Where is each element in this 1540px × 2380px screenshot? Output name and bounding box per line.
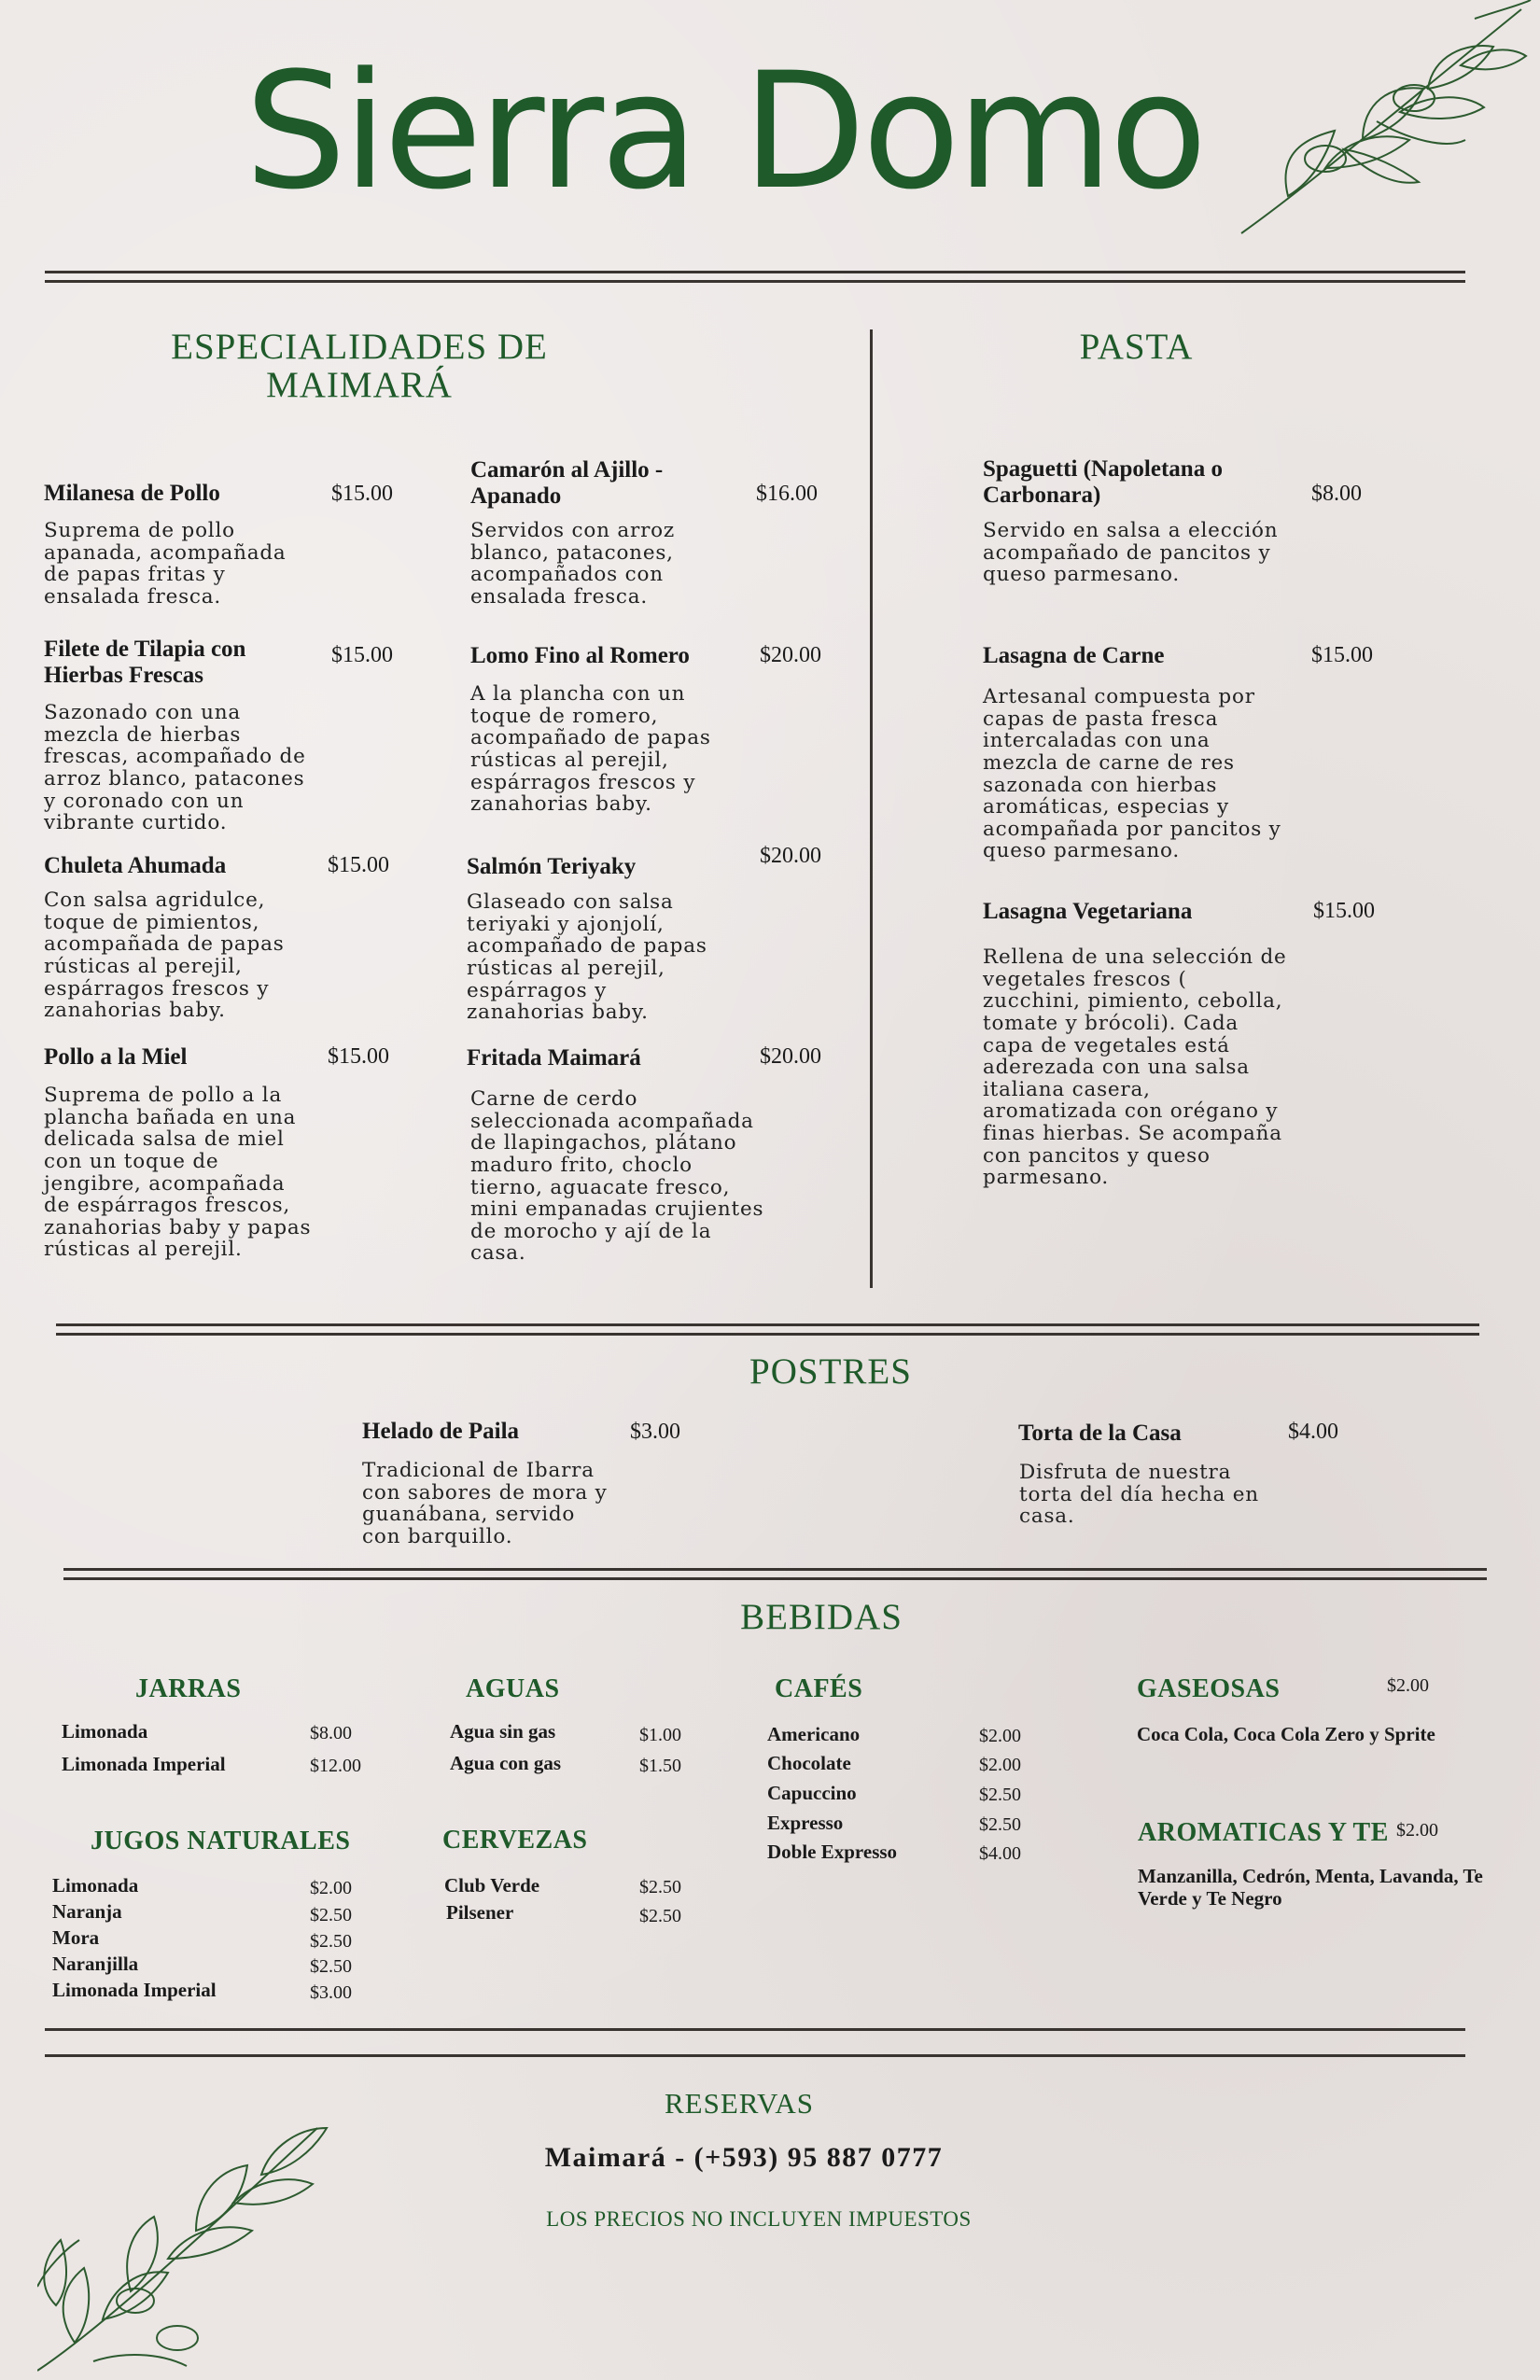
drink-name: Doble Expresso [767, 1841, 898, 1863]
menu-item-price: $20.00 [760, 1044, 821, 1069]
subsection-title-jugos: JUGOS NATURALES [91, 1827, 351, 1855]
subsection-title-gaseosas: GASEOSAS [1137, 1674, 1281, 1703]
divider [45, 271, 1465, 273]
menu-item-price: $16.00 [756, 482, 818, 506]
divider [45, 2028, 1465, 2031]
reservas-title: RESERVAS [664, 2087, 814, 2120]
menu-item-description: Rellena de una selección de vegetales frescos ( zucchini, pimiento, cebolla, tomate y brócoli). Cada capa de vegetales está aderezada con una salsa italiana casera, aromatizada con orégano y finas hierbas. Se acompaña con pancitos y queso parmesano. [983, 945, 1287, 1190]
menu-item-name: Helado de Paila [362, 1419, 520, 1444]
drink-name: Agua sin gas [450, 1720, 556, 1743]
drink-name: Agua con gas [450, 1752, 562, 1774]
drink-name: Naranja [52, 1900, 122, 1923]
menu-item-price: $20.00 [760, 643, 821, 667]
menu-item-price: $15.00 [1313, 899, 1375, 923]
drink-price: $2.00 [1387, 1675, 1429, 1696]
menu-item-description: Suprema de pollo apanada, acompañada de papas fritas y ensalada fresca. [44, 519, 287, 609]
menu-item-name: Chuleta Ahumada [44, 853, 227, 878]
drink-name: Limonada Imperial [62, 1753, 226, 1775]
drink-price: $2.50 [979, 1785, 1021, 1805]
subsection-title-aromaticas: AROMATICAS Y TE [1138, 1818, 1389, 1847]
divider [45, 280, 1465, 283]
menu-item-description: Artesanal compuesta por capas de pasta fresca intercaladas con una mezcla de carne de res sazonada con hierbas aromáticas, especias y acompañada por pancitos y queso parmesano. [983, 685, 1281, 863]
drink-name: Club Verde [444, 1874, 540, 1897]
menu-item-description: Servidos con arroz blanco, patacones, acompañados con ensalada fresca. [470, 519, 676, 609]
drink-price: $2.50 [639, 1877, 681, 1897]
drink-name: Naranjilla [52, 1953, 139, 1975]
section-title-bebidas: BEBIDAS [740, 1597, 903, 1637]
drink-price: $1.50 [639, 1756, 681, 1776]
drink-price: $2.50 [979, 1814, 1021, 1835]
divider [56, 1323, 1479, 1326]
menu-item-price: $15.00 [328, 1044, 389, 1069]
drink-price: $8.00 [310, 1723, 352, 1743]
subsection-title-cafes: CAFÉS [775, 1674, 863, 1703]
section-title-postres: POSTRES [749, 1351, 912, 1392]
reservas-contact: Maimará - (+593) 95 887 0777 [544, 2142, 944, 2173]
subsection-title-jarras: JARRAS [135, 1674, 242, 1703]
menu-item-name: Salmón Teriyaky [467, 854, 637, 879]
subsection-title-aguas: AGUAS [466, 1674, 560, 1703]
menu-item-description: Glaseado con salsa teriyaki y ajonjolí, acompañado de papas rústicas al perejil, espárragos y zanahorias baby. [467, 890, 707, 1025]
olive-branch-icon [1223, 0, 1540, 252]
drink-price: $2.00 [310, 1878, 352, 1898]
menu-item-name: Pollo a la Miel [44, 1044, 188, 1070]
drink-name: Limonada [62, 1720, 148, 1743]
section-title-especialidades: ESPECIALIDADES DE MAIMARÁ [171, 327, 548, 405]
olive-branch-icon [37, 2100, 336, 2380]
menu-item-price: $8.00 [1311, 482, 1362, 506]
drink-description: Coca Cola, Coca Cola Zero y Sprite [1137, 1723, 1435, 1745]
drink-price: $2.50 [639, 1906, 681, 1926]
drink-name: Limonada Imperial [52, 1979, 217, 2001]
drink-price: $2.50 [310, 1931, 352, 1952]
drink-price: $2.50 [310, 1956, 352, 1977]
menu-item-description: Sazonado con una mezcla de hierbas frescas, acompañado de arroz blanco, patacones y coronado con un vibrante curtido. [44, 701, 306, 835]
menu-item-name: Lasagna Vegetariana [983, 899, 1193, 924]
drink-name: Mora [52, 1926, 100, 1949]
menu-item-name: Milanesa de Pollo [44, 481, 220, 506]
menu-item-price: $15.00 [328, 853, 389, 877]
drink-price: $1.00 [639, 1725, 681, 1745]
menu-item-description: Servido en salsa a elección acompañado de pancitos y queso parmesano. [983, 519, 1279, 587]
menu-item-name: Lomo Fino al Romero [470, 643, 690, 668]
menu-item-name: Lasagna de Carne [983, 643, 1165, 668]
tax-note: LOS PRECIOS NO INCLUYEN IMPUESTOS [546, 2207, 972, 2231]
menu-item-description: Tradicional de Ibarra con sabores de mora y guanábana, servido con barquillo. [362, 1459, 608, 1548]
menu-item-description: Disfruta de nuestra torta del día hecha en casa. [1019, 1461, 1259, 1529]
drink-name: Pilsener [446, 1901, 514, 1924]
drink-price: $12.00 [310, 1756, 361, 1776]
menu-item-name: Spaguetti (Napoletana o Carbonara) [983, 456, 1223, 508]
drink-name: Capuccino [767, 1782, 857, 1804]
drink-name: Americano [767, 1723, 861, 1745]
menu-item-price: $15.00 [1311, 643, 1373, 667]
divider [63, 1568, 1487, 1571]
subsection-title-cervezas: CERVEZAS [442, 1826, 588, 1855]
menu-item-description: Suprema de pollo a la plancha bañada en una delicada salsa de miel con un toque de jengibre, acompañada de espárragos frescos, zanahorias baby y papas rústicas al perejil. [44, 1084, 312, 1262]
drink-name: Expresso [767, 1812, 844, 1834]
column-divider [870, 329, 873, 1288]
menu-item-price: $4.00 [1288, 1420, 1338, 1444]
drink-price: $3.00 [310, 1982, 352, 2003]
menu-item-name: Camarón al Ajillo - Apanado [470, 457, 664, 509]
drink-price: $2.00 [1396, 1820, 1438, 1841]
drink-description: Manzanilla, Cedrón, Menta, Lavanda, Te Verde y Te Negro [1138, 1865, 1483, 1911]
drink-price: $2.00 [979, 1755, 1021, 1775]
drink-price: $2.00 [979, 1726, 1021, 1746]
divider [45, 2054, 1465, 2057]
restaurant-name: Sierra Domo [245, 37, 1204, 225]
drink-price: $4.00 [979, 1843, 1021, 1864]
drink-price: $2.50 [310, 1905, 352, 1925]
section-title-pasta: PASTA [1079, 327, 1194, 367]
drink-name: Limonada [52, 1874, 139, 1897]
menu-item-description: A la plancha con un toque de romero, acompañado de papas rústicas al perejil, espárragos frescos y zanahorias baby. [470, 682, 711, 817]
menu-item-price: $3.00 [630, 1420, 680, 1444]
menu-item-description: Con salsa agridulce, toque de pimientos, acompañada de papas rústicas al perejil, espárragos frescos y zanahorias baby. [44, 889, 285, 1023]
divider [56, 1333, 1479, 1336]
divider [63, 1577, 1487, 1580]
menu-item-price: $15.00 [331, 643, 393, 667]
menu-item-description: Carne de cerdo seleccionada acompañada de llapingachos, plátano maduro frito, choclo tierno, aguacate fresco, mini empanadas crujientes de morocho y ají de la casa. [470, 1087, 764, 1266]
menu-item-name: Torta de la Casa [1018, 1421, 1182, 1446]
drink-name: Chocolate [767, 1752, 851, 1774]
menu-item-name: Fritada Maimará [467, 1045, 641, 1071]
menu-item-name: Filete de Tilapia con Hierbas Frescas [44, 637, 246, 688]
menu-item-price: $20.00 [760, 844, 821, 868]
menu-item-price: $15.00 [331, 482, 393, 506]
